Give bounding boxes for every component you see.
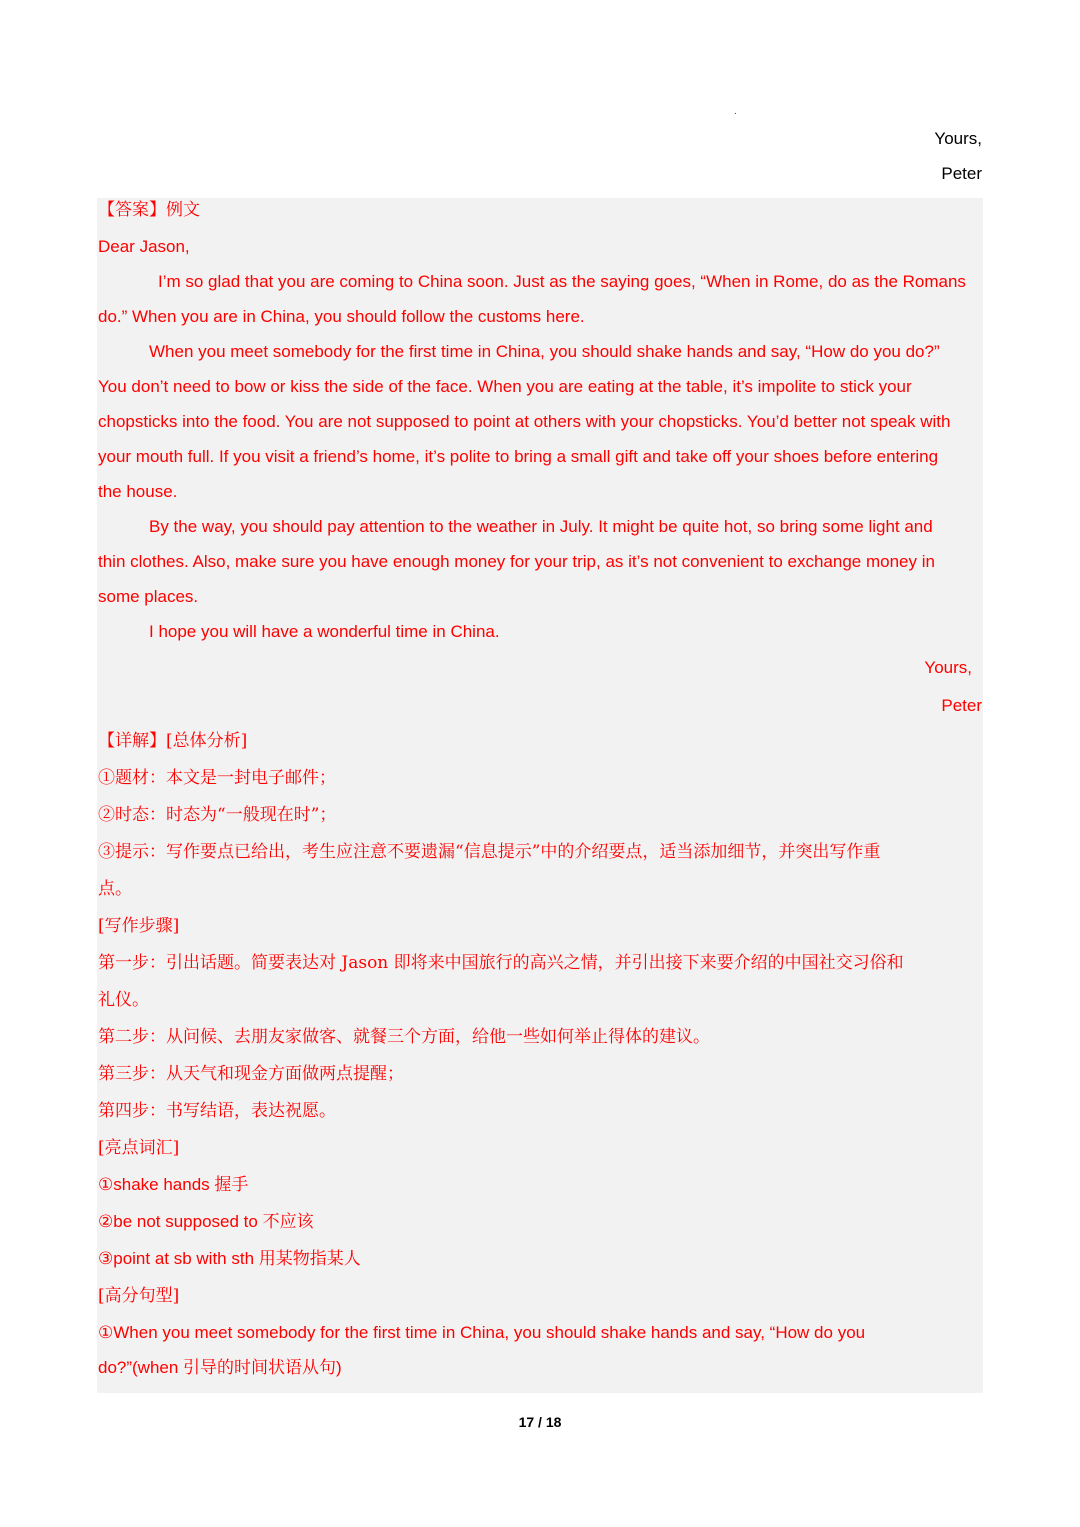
step-item: 第一步：引出话题。简要表达对 Jason 即将来中国旅行的高兴之情，并引出接下来要介绍的中国社交习俗和 — [98, 953, 904, 973]
answer-line: You don’t need to bow or kiss the side of the face. When you are eating at the table, it’s impolite to stick your — [98, 377, 912, 396]
step-item: 第四步：书写结语，表达祝愿。 — [98, 1101, 336, 1121]
answer-salutation: Dear Jason, — [98, 237, 190, 256]
analysis-item: ③提示：写作要点已给出，考生应注意不要遗漏“信息提示”中的介绍要点，适当添加细节，并突出写作重 — [98, 842, 881, 862]
sentence-item: ①When you meet somebody for the first time in China, you should shake hands and say, “How do you — [98, 1323, 866, 1342]
analysis-item: 点。 — [98, 879, 132, 899]
answer-line: your mouth full. If you visit a friend’s home, it’s polite to bring a small gift and take off your shoes before entering — [98, 447, 939, 466]
answer-line: do.” When you are in China, you should follow the customs here. — [98, 307, 585, 326]
explanation-heading: 【详解】[总体分析] — [98, 731, 248, 751]
step-item: 第三步：从天气和现金方面做两点提醒； — [98, 1064, 404, 1084]
sentence-item: do?”(when 引导的时间状语从句) — [98, 1358, 342, 1377]
answer-line: I hope you will have a wonderful time in China. — [149, 622, 500, 641]
vocab-item: ①shake hands 握手 — [98, 1175, 249, 1194]
letter-closing: Yours, — [934, 129, 982, 148]
answer-closing: Yours, — [924, 658, 972, 677]
answer-line: When you meet somebody for the first time in China, you should shake hands and say, “How do you do?” — [149, 342, 940, 361]
answer-line: By the way, you should pay attention to the weather in July. It might be quite hot, so bring some light and — [149, 517, 933, 536]
stray-dot: . — [734, 106, 737, 117]
steps-heading: [写作步骤] — [98, 916, 180, 936]
sentence-heading: [高分句型] — [98, 1286, 180, 1306]
answer-line: I’m so glad that you are coming to China soon. Just as the saying goes, “When in Rome, do as the Romans — [158, 272, 966, 291]
vocab-item: ③point at sb with sth 用某物指某人 — [98, 1249, 361, 1268]
vocab-heading: [亮点词汇] — [98, 1138, 180, 1158]
answer-line: chopsticks into the food. You are not supposed to point at others with your chopsticks. You’d better not speak with — [98, 412, 951, 431]
analysis-item: ②时态：时态为“一般现在时”； — [98, 805, 337, 825]
answer-line: some places. — [98, 587, 199, 606]
vocab-item: ②be not supposed to 不应该 — [98, 1212, 314, 1231]
page-number: 17 / 18 — [518, 1414, 562, 1430]
step-item: 礼仪。 — [98, 990, 149, 1010]
step-item: 第二步：从问候、去朋友家做客、就餐三个方面，给他一些如何举止得体的建议。 — [98, 1027, 710, 1047]
answer-heading: 【答案】例文 — [98, 200, 200, 220]
analysis-item: ①题材：本文是一封电子邮件； — [98, 768, 336, 788]
letter-signature: Peter — [941, 164, 982, 183]
answer-signature: Peter — [941, 696, 982, 715]
answer-line: thin clothes. Also, make sure you have enough money for your trip, as it’s not convenient to exchange money in — [98, 552, 935, 571]
answer-line: the house. — [98, 482, 178, 501]
